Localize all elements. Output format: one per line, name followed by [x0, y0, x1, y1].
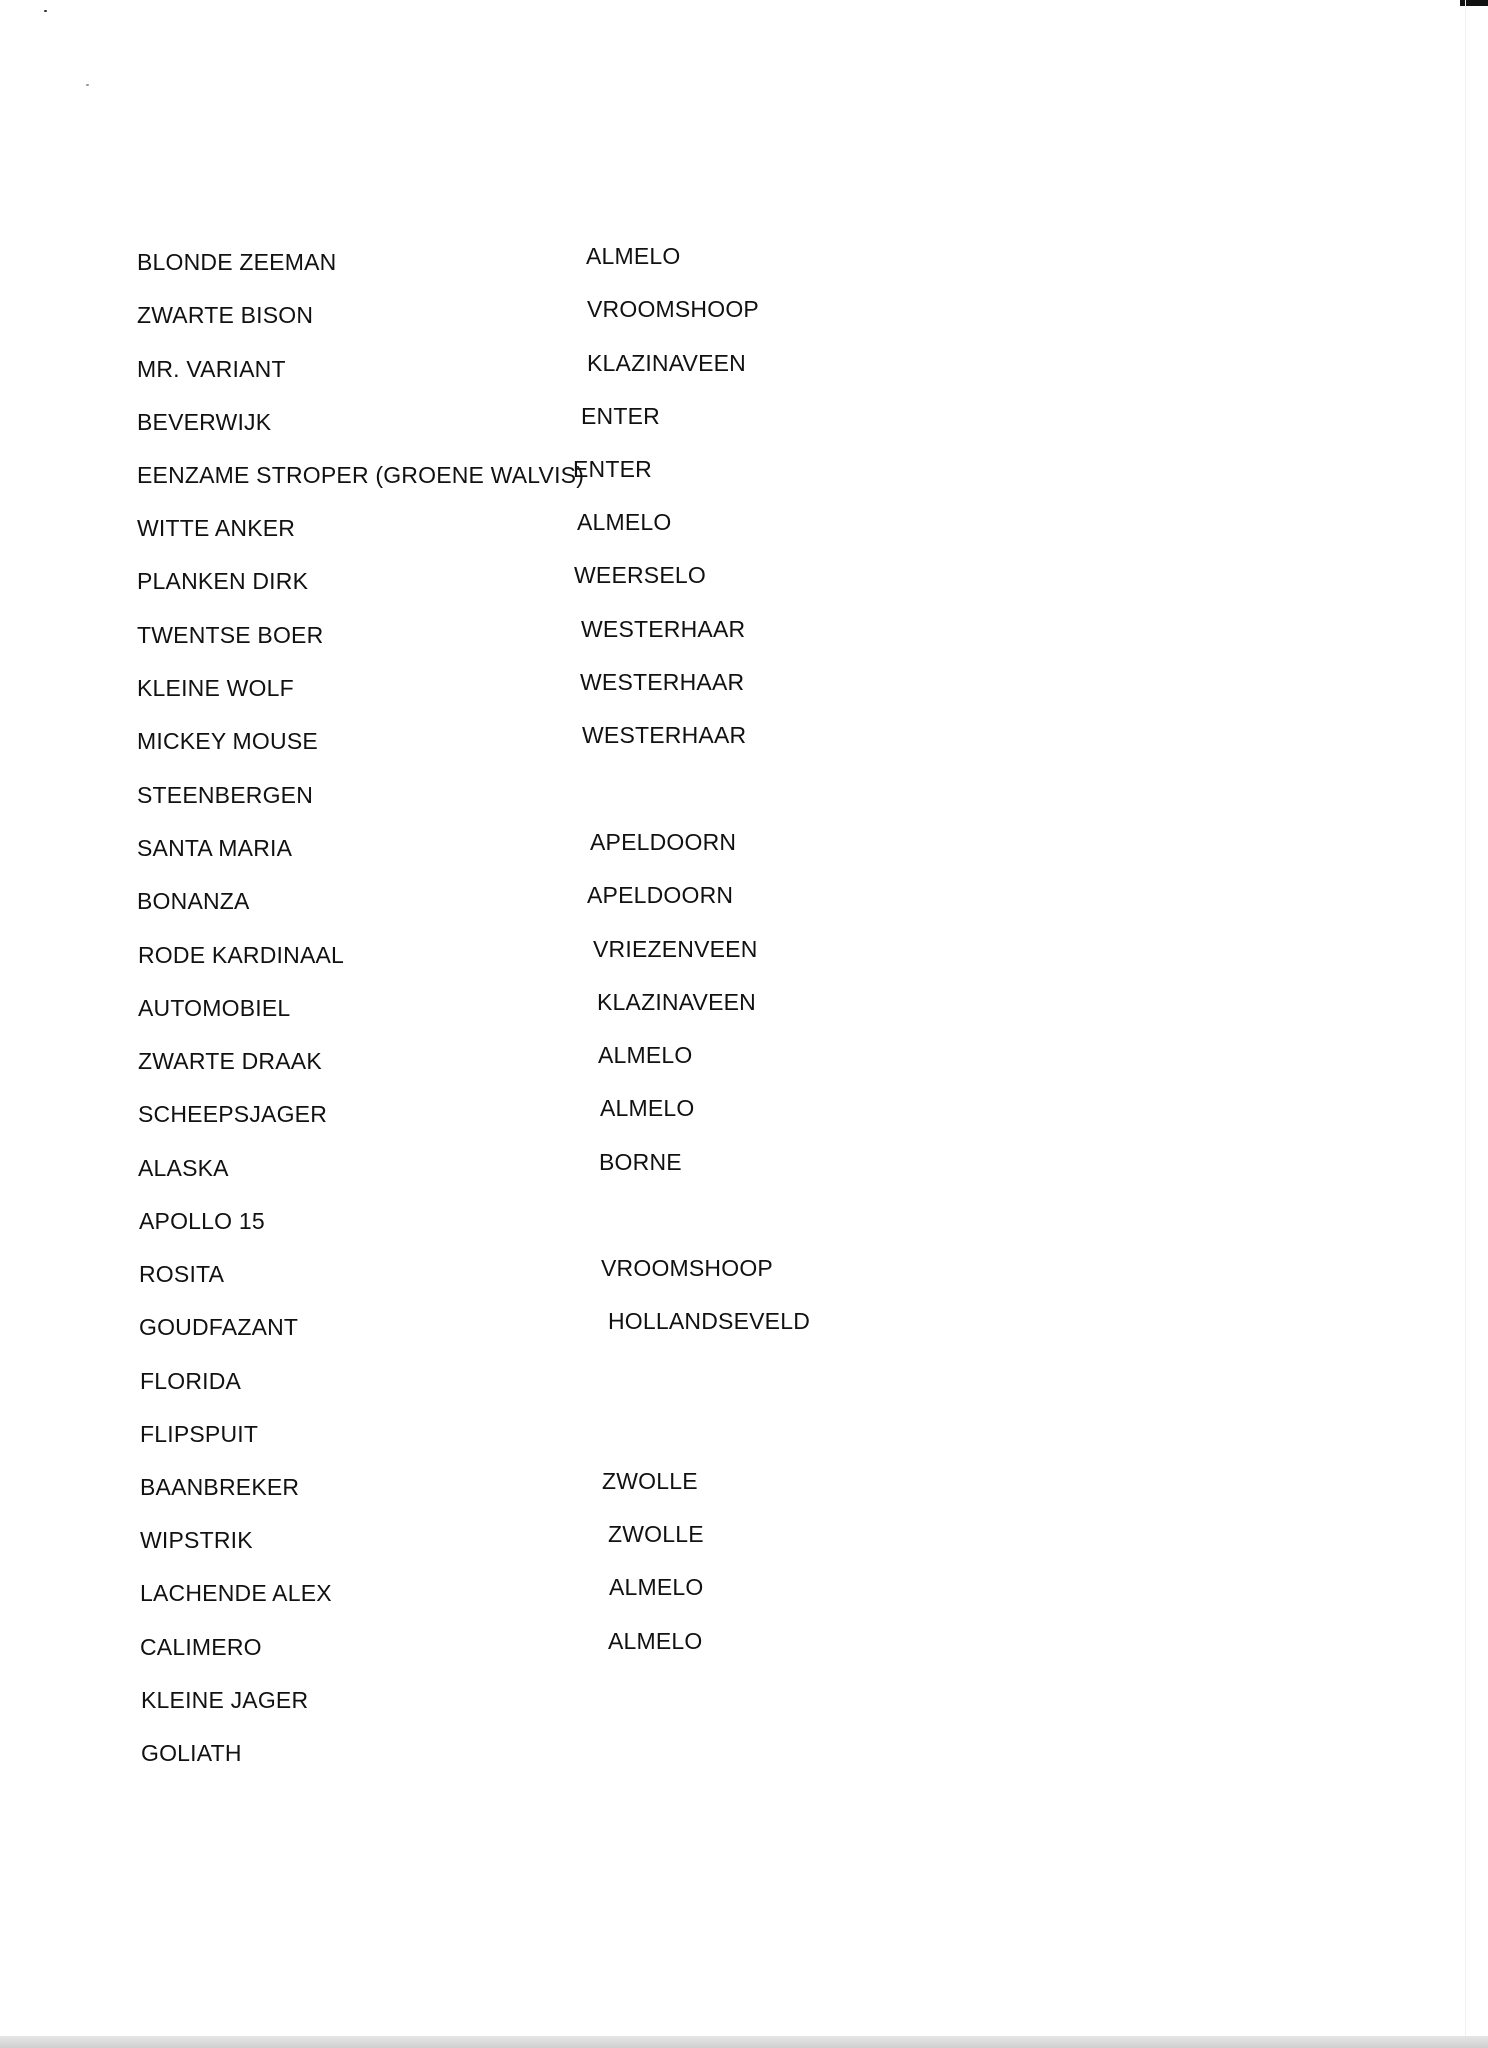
list-row: [0, 455, 1000, 495]
list-row: [0, 1361, 1000, 1401]
list-row: [0, 668, 1000, 708]
list-row: [0, 1733, 1000, 1773]
entry-name: SANTA MARIA: [137, 835, 293, 861]
entry-name: KLEINE WOLF: [137, 675, 294, 701]
entry-place: WESTERHAAR: [580, 669, 745, 695]
entry-name: LACHENDE ALEX: [140, 1580, 332, 1606]
list-row: [0, 349, 1000, 389]
entry-name: WIPSTRIK: [140, 1527, 253, 1553]
list-row: [0, 1148, 1000, 1188]
list-row: [0, 1201, 1000, 1241]
entry-name: FLORIDA: [140, 1368, 242, 1394]
entry-name: EENZAME STROPER (GROENE WALVIS): [137, 462, 585, 488]
list-row: [0, 1627, 1000, 1667]
entry-place: WEERSELO: [574, 562, 706, 588]
list-row: [0, 561, 1000, 601]
entry-name: WITTE ANKER: [137, 515, 296, 541]
entry-name: BEVERWIJK: [137, 409, 272, 435]
entry-place: ZWOLLE: [602, 1468, 698, 1494]
list-row: [0, 242, 1000, 282]
entry-place: ALMELO: [600, 1095, 695, 1121]
list-row: [0, 988, 1000, 1028]
entry-name: ZWARTE DRAAK: [138, 1048, 322, 1074]
entry-place: ALMELO: [598, 1042, 693, 1068]
entry-place: HOLLANDSEVELD: [608, 1308, 811, 1334]
entry-place: ALMELO: [586, 243, 681, 269]
entry-place: ALMELO: [608, 1628, 703, 1654]
entry-place: ENTER: [581, 403, 660, 429]
entry-place: VROOMSHOOP: [587, 296, 759, 322]
entry-place: VROOMSHOOP: [601, 1255, 773, 1281]
list-row: [0, 775, 1000, 815]
entry-place: ENTER: [573, 456, 652, 482]
entry-name: SCHEEPSJAGER: [138, 1101, 328, 1127]
entry-name: STEENBERGEN: [137, 782, 314, 808]
entry-place: KLAZINAVEEN: [587, 350, 746, 376]
list-row: [0, 1680, 1000, 1720]
list-row: [0, 1094, 1000, 1134]
list-row: [0, 508, 1000, 548]
entry-name: ROSITA: [139, 1261, 225, 1287]
entry-name: ALASKA: [138, 1155, 229, 1181]
list-row: [0, 721, 1000, 761]
entry-name: PLANKEN DIRK: [137, 568, 309, 594]
entry-name: BAANBREKER: [140, 1474, 300, 1500]
entry-place: WESTERHAAR: [581, 616, 746, 642]
entry-place: ALMELO: [577, 509, 672, 535]
entry-place: APELDOORN: [590, 829, 737, 855]
entry-place: ALMELO: [609, 1574, 704, 1600]
entry-name: RODE KARDINAAL: [138, 942, 345, 968]
list-row: [0, 402, 1000, 442]
entry-place: BORNE: [599, 1149, 682, 1175]
entry-place: ZWOLLE: [608, 1521, 704, 1547]
entry-name: FLIPSPUIT: [140, 1421, 259, 1447]
entry-name: ZWARTE BISON: [137, 302, 314, 328]
list-row: [0, 1307, 1000, 1347]
list-row: [0, 881, 1000, 921]
list-row: [0, 1573, 1000, 1613]
entry-name: BLONDE ZEEMAN: [137, 249, 337, 275]
list-row: [0, 1041, 1000, 1081]
entry-name: MICKEY MOUSE: [137, 728, 318, 754]
entry-name: TWENTSE BOER: [137, 622, 324, 648]
list-row: [0, 1254, 1000, 1294]
entry-name: CALIMERO: [140, 1634, 262, 1660]
list-row: [0, 935, 1000, 975]
entry-name: KLEINE JAGER: [141, 1687, 309, 1713]
list-row: [0, 1520, 1000, 1560]
list-row: [0, 1414, 1000, 1454]
list-row: [0, 615, 1000, 655]
entry-name: AUTOMOBIEL: [138, 995, 291, 1021]
entry-place: KLAZINAVEEN: [597, 989, 756, 1015]
list-row: [0, 1467, 1000, 1507]
entry-name: BONANZA: [137, 888, 250, 914]
list-row: [0, 295, 1000, 335]
entry-name: GOUDFAZANT: [139, 1314, 299, 1340]
entry-name: APOLLO 15: [139, 1208, 265, 1234]
entry-place: VRIEZENVEEN: [593, 936, 758, 962]
entry-name: GOLIATH: [141, 1740, 242, 1766]
entry-place: WESTERHAAR: [582, 722, 747, 748]
entry-name: MR. VARIANT: [137, 356, 286, 382]
entry-place: APELDOORN: [587, 882, 734, 908]
list-row: [0, 828, 1000, 868]
